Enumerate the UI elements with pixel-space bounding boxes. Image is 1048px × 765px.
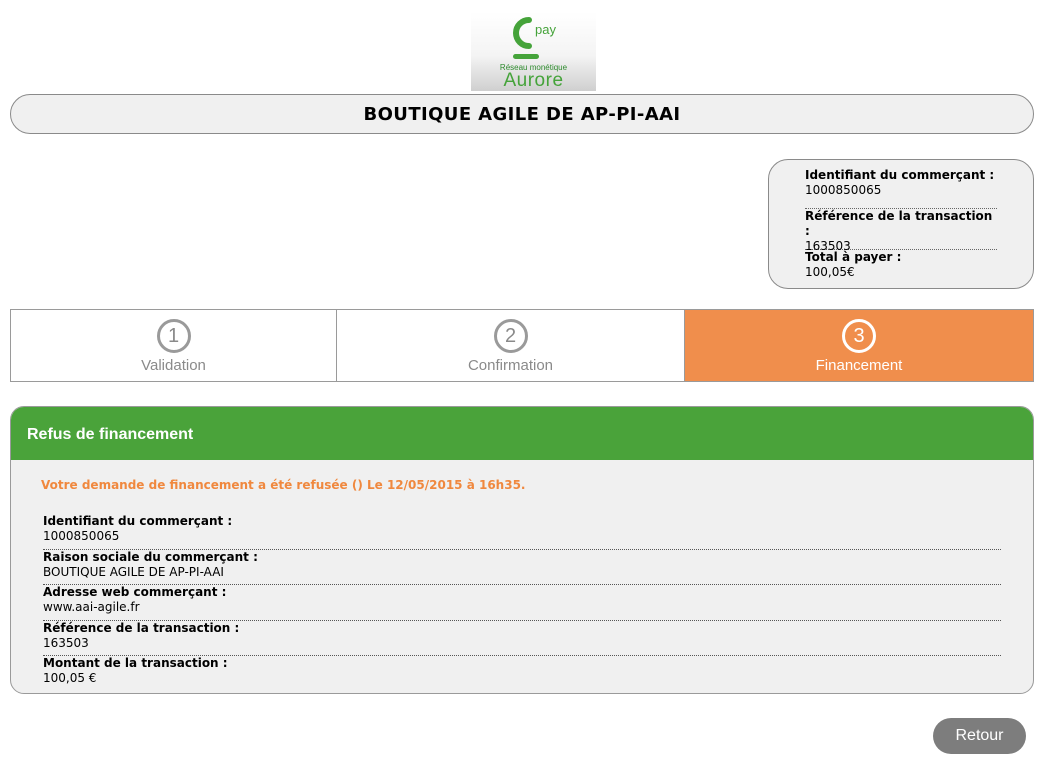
- detail-value: 100,05 €: [43, 671, 97, 685]
- summary-reference-label: Référence de la transaction :: [805, 209, 993, 238]
- detail-row: [43, 514, 1001, 550]
- detail-value: www.aai-agile.fr: [43, 600, 140, 614]
- detail-row: [43, 550, 1001, 586]
- detail-row: [43, 656, 1001, 692]
- detail-label: Identifiant du commerçant :: [43, 514, 233, 528]
- detail-value: BOUTIQUE AGILE DE AP-PI-AAI: [43, 564, 224, 579]
- summary-merchant-id-value: 1000850065: [805, 183, 882, 197]
- summary-total-value: 100,05€: [805, 265, 855, 279]
- transaction-summary-card: [768, 159, 1034, 289]
- panel-title: Refus de financement: [11, 407, 1033, 460]
- step-label: Financement: [815, 357, 903, 374]
- summary-reference: [805, 209, 997, 253]
- transaction-details: [43, 514, 1001, 692]
- logo-subtitle: Réseau monétique: [499, 63, 568, 72]
- detail-row: [43, 585, 1001, 621]
- financing-result-panel: [10, 406, 1034, 694]
- step-label: Confirmation: [467, 357, 554, 374]
- step-label: Validation: [141, 357, 206, 374]
- logo-pay-text: pay: [535, 22, 556, 37]
- return-button[interactable]: Retour: [933, 718, 1026, 754]
- summary-reference-value: 163503: [805, 239, 851, 253]
- detail-label: Référence de la transaction :: [43, 620, 240, 635]
- logo-brand: Aurore: [503, 70, 564, 91]
- step-validation: [11, 310, 337, 381]
- detail-label: Raison sociale du commerçant :: [43, 549, 258, 564]
- detail-value: 1000850065: [43, 529, 120, 543]
- shop-title: BOUTIQUE AGILE DE AP-PI-AAI: [363, 103, 681, 125]
- detail-value: 163503: [43, 635, 89, 650]
- detail-label: Adresse web commerçant :: [43, 585, 227, 599]
- summary-total: [805, 250, 997, 291]
- refusal-message: Votre demande de financement a été refusée () Le 12/05/2015 à 16h35.: [41, 478, 526, 492]
- step-financement-active: [685, 310, 1033, 381]
- detail-label: Montant de la transaction :: [43, 656, 228, 670]
- payment-steps: [10, 309, 1034, 382]
- cpay-aurore-logo: [471, 12, 596, 91]
- step-confirmation: [337, 310, 685, 381]
- detail-row: [43, 621, 1001, 657]
- summary-merchant-id: [805, 168, 997, 209]
- step-number-badge: 3: [842, 319, 876, 353]
- summary-total-label: Total à payer :: [805, 250, 902, 264]
- step-number-badge: 1: [157, 319, 191, 353]
- shop-title-bar: [10, 94, 1034, 134]
- summary-merchant-id-label: Identifiant du commerçant :: [805, 168, 995, 182]
- step-number-badge: 2: [494, 319, 528, 353]
